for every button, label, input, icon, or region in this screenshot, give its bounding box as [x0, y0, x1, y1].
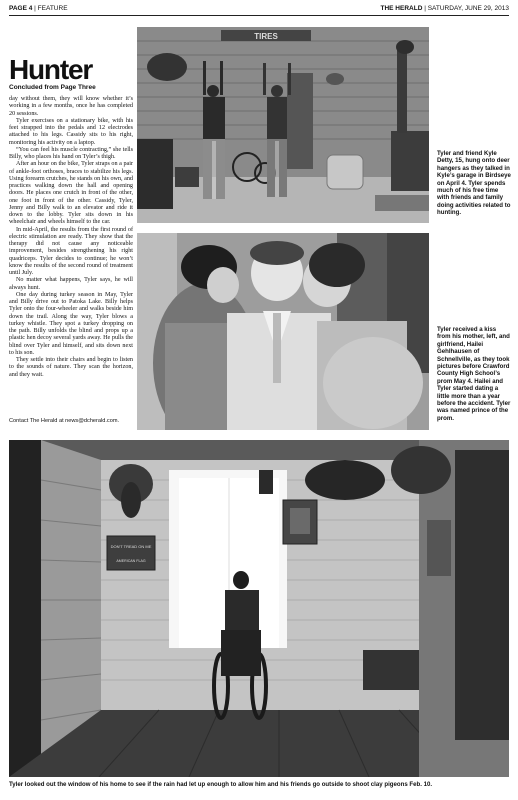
- prom-caption: Tyler received a kiss from his mother, left, and girlfriend, Hailei Gehlhausen of Schnellville, as they took pictures before Crawford County High School’s prom May 4. Hailei and Tyler started dating a little more than a year before the accident. Tyler was named prince of the prom.: [437, 326, 511, 422]
- article-paragraph: day without them, they will know whether it’s working in a few months, once he has completed 20 sessions.: [9, 96, 133, 117]
- garage-caption: Tyler and friend Kyle Detty, 15, hung onto deer hangers as they talked in Kyle’s garage in Birdseye on April 4. Tyler spends much of his free time with friends and family doing activities related to hunting.: [437, 150, 511, 217]
- tires-sign: TIRES: [254, 32, 278, 41]
- article-headline: Hunter: [9, 54, 93, 85]
- section-name: FEATURE: [37, 5, 68, 12]
- american-flag-sign: AMERICAN FLAG: [116, 559, 146, 563]
- page-number: PAGE 4: [9, 5, 33, 12]
- article-body: [9, 96, 133, 379]
- prom-photo: [137, 233, 429, 430]
- article-paragraph: One day during turkey season in May, Tyler and Billy drive out to Patoka Lake. Billy helps Tyler onto the four-wheeler and walks beside him down the trail. Along the way, Tyler blows a turkey whistle. They spot a turkey dropping on the path. Billy unfolds the blind and props up a plastic hen decoy several yards away. He pulls the blind over Tyler and himself, and sits down next to his son.: [9, 291, 133, 356]
- continued-note: Concluded from Page Three: [9, 84, 96, 91]
- dont-tread-sign: DON'T TREAD ON ME: [110, 544, 152, 549]
- contact-line: Contact The Herald at news@dcherald.com.: [9, 418, 120, 424]
- article-paragraph: They settle into their chairs and begin to listen to the sounds of nature. They scan the horizon, and they wait.: [9, 357, 133, 378]
- page-header: PAGE 4 | FEATURE THE HERALD | SATURDAY, JUNE 29, 2013: [9, 5, 509, 12]
- window-photo: [9, 440, 509, 777]
- paper-name: THE HERALD: [380, 5, 423, 12]
- article-paragraph: “You can feel his muscle contracting,” she tells Billy, who places his hand on Tyler’s thigh.: [9, 146, 133, 160]
- header-rule: [9, 15, 509, 16]
- article-paragraph: Tyler exercises on a stationary bike, with his feet strapped into the pedals and 12 electrodes attached to his legs. Cassidy sits to his right, monitoring his activity on a laptop.: [9, 117, 133, 146]
- window-caption: Tyler looked out the window of his home to see if the rain had let up enough to allow him and his friends go outside to shoot clay pigeons Feb. 10.: [9, 781, 433, 788]
- article-paragraph: In mid-April, the results from the first round of electric stimulation are ready. They show that the therapy did not cause any noticeable improvement, besides strengthening his right quadriceps. Tyler decides to continue; he won’t know the results of the second round of treatment until July.: [9, 226, 133, 276]
- article-paragraph: No matter what happens, Tyler says, he will always hunt.: [9, 277, 133, 291]
- article-paragraph: After an hour on the bike, Tyler straps on a pair of ankle-foot orthoses, braces to stabilize his legs. Using forearm crutches, he stands on his own, and practices walking down the hall and opening doors. He places one crutch in front of the other, one foot in front of the other. Cassidy, Tyler, Jenny and Billy walk to an elevator and ride it down to the lobby. Tyler sits down in his wheelchair and wheels himself to the car.: [9, 161, 133, 226]
- garage-photo: [137, 27, 429, 223]
- issue-date: SATURDAY, JUNE 29, 2013: [427, 5, 509, 12]
